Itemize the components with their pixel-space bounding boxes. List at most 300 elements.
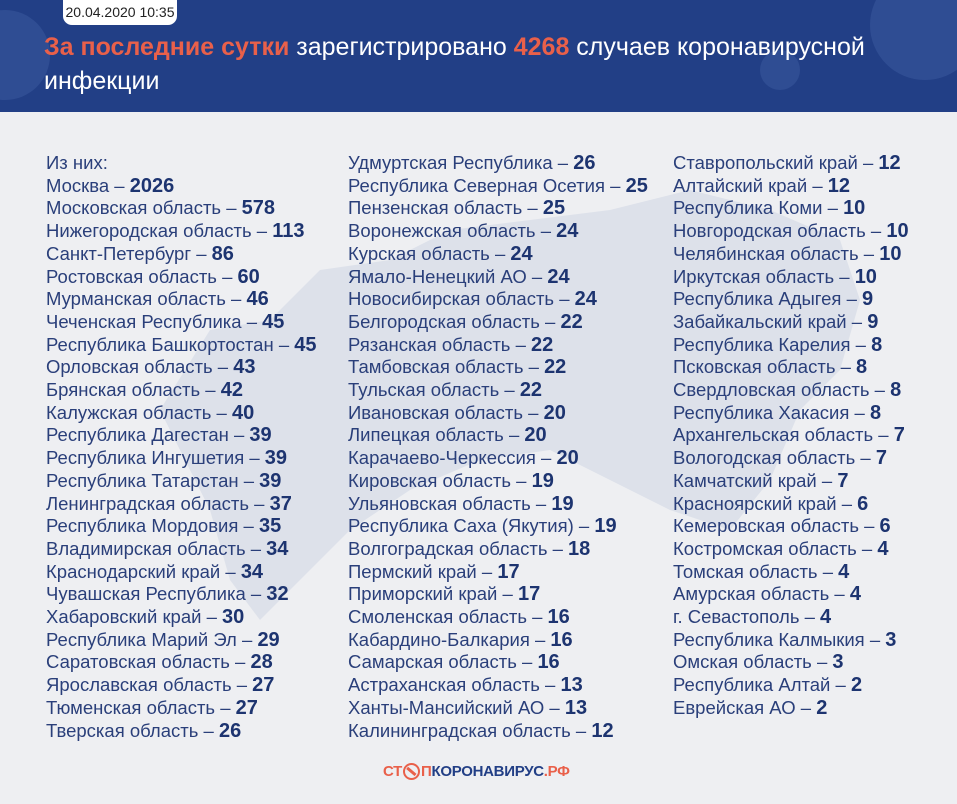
- region-name: Вологодская область: [673, 447, 856, 469]
- case-count: 6: [879, 515, 891, 538]
- region-name: Мурманская область: [46, 288, 226, 310]
- case-count: 24: [510, 242, 533, 265]
- logo-text: П: [421, 763, 432, 780]
- case-count: 45: [294, 333, 317, 356]
- region-row: [348, 538, 648, 561]
- title-text-end: случаев коронавирусной инфекции: [44, 33, 865, 95]
- region-row: [348, 356, 648, 379]
- region-row: [348, 674, 648, 697]
- case-count: 8: [869, 401, 882, 424]
- separator: –: [191, 242, 212, 264]
- separator: –: [522, 197, 543, 219]
- region-row: [348, 629, 648, 652]
- case-count: 12: [591, 719, 614, 742]
- region-name: Белгородская область: [348, 310, 540, 332]
- case-count: 27: [235, 696, 258, 719]
- region-name: Ростовская область: [46, 265, 217, 287]
- region-row: [348, 175, 648, 198]
- region-name: Хабаровский край: [46, 606, 202, 628]
- region-name: Пензенская область: [348, 197, 523, 219]
- case-count: 3: [832, 651, 844, 674]
- region-row: [348, 424, 648, 447]
- region-name: Свердловская область: [673, 379, 870, 401]
- case-count: 16: [550, 628, 573, 651]
- separator: –: [249, 492, 270, 514]
- separator: –: [869, 379, 891, 401]
- case-count: 20: [556, 447, 579, 470]
- region-row: [46, 561, 317, 584]
- region-name: Самарская область: [348, 651, 517, 673]
- region-name: Удмуртская Республика: [348, 152, 553, 173]
- region-name: Курская область: [348, 242, 490, 264]
- separator: –: [231, 674, 253, 696]
- separator: –: [503, 424, 525, 446]
- separator: –: [526, 265, 548, 287]
- region-row: [46, 334, 317, 357]
- region-row: [348, 447, 648, 470]
- case-count: 28: [250, 651, 273, 674]
- title-highlight: За последние сутки: [44, 33, 290, 61]
- separator: –: [523, 401, 544, 423]
- region-column-2: [348, 152, 648, 742]
- region-row: [46, 651, 317, 674]
- region-row: [46, 220, 317, 243]
- separator: –: [829, 583, 850, 605]
- region-name: Забайкальский край: [673, 310, 847, 332]
- separator: –: [201, 606, 223, 628]
- separator: –: [835, 356, 857, 378]
- case-count: 20: [543, 401, 566, 424]
- separator: –: [841, 288, 863, 310]
- region-row: [46, 447, 317, 470]
- region-name: Владимирская область: [46, 537, 246, 559]
- separator: –: [216, 265, 238, 287]
- separator: –: [857, 152, 879, 173]
- case-count: 42: [220, 379, 243, 402]
- region-name: Карачаево-Черкессия: [348, 447, 536, 469]
- region-name: Республика Марий Эл: [46, 628, 237, 650]
- separator: –: [497, 583, 518, 605]
- page-title: [44, 30, 924, 98]
- case-count: 24: [556, 220, 579, 243]
- case-count: 17: [517, 583, 541, 606]
- separator: –: [238, 469, 260, 491]
- case-count: 6: [857, 492, 869, 515]
- separator: –: [552, 152, 574, 173]
- case-count: 9: [862, 288, 874, 311]
- region-name: Костромская область: [673, 537, 857, 559]
- case-count: 7: [875, 447, 887, 470]
- case-count: 10: [854, 265, 877, 288]
- separator: –: [817, 560, 839, 582]
- region-name: г. Севастополь: [673, 606, 800, 628]
- region-row: [673, 493, 909, 516]
- region-name: Томская область: [673, 560, 818, 582]
- region-row: [673, 697, 909, 720]
- region-name: Саратовская область: [46, 651, 230, 673]
- case-count: 43: [233, 356, 256, 379]
- separator: –: [244, 447, 265, 469]
- region-row: [673, 629, 909, 652]
- separator: –: [858, 242, 880, 264]
- case-count: 4: [838, 560, 850, 583]
- region-name: Республика Дагестан: [46, 424, 229, 446]
- region-name: Республика Татарстан: [46, 469, 239, 491]
- separator: –: [212, 356, 234, 378]
- region-row: [46, 424, 317, 447]
- region-row: [673, 175, 909, 198]
- separator: –: [225, 288, 247, 310]
- region-name: Алтайский край: [673, 174, 808, 196]
- region-name: Республика Северная Осетия: [348, 174, 606, 196]
- region-name: Ярославская область: [46, 674, 232, 696]
- separator: –: [499, 379, 520, 401]
- region-name: Республика Башкортостан: [46, 333, 274, 355]
- region-row: [673, 379, 909, 402]
- region-name: Омская область: [673, 651, 812, 673]
- region-name: Нижегородская область: [46, 220, 252, 242]
- region-name: Волгоградская область: [348, 537, 548, 559]
- region-name: Калужская область: [46, 401, 212, 423]
- region-name: Красноярский край: [673, 492, 837, 514]
- region-row: [673, 152, 909, 175]
- logo-text: КОРОНАВИРУС: [431, 763, 544, 780]
- logo-text: .РФ: [543, 763, 570, 780]
- region-name: Еврейская АО: [673, 696, 796, 718]
- separator: –: [476, 560, 498, 582]
- separator: –: [220, 560, 241, 582]
- region-row: [348, 493, 648, 516]
- case-count: 39: [264, 447, 288, 470]
- separator: –: [251, 220, 273, 242]
- separator: –: [554, 288, 575, 310]
- region-row: [673, 334, 909, 357]
- case-count: 8: [890, 379, 902, 402]
- separator: –: [573, 515, 595, 537]
- region-name: Липецкая область: [348, 424, 504, 446]
- region-name: Челябинская область: [673, 242, 859, 264]
- case-count: 2: [816, 696, 828, 719]
- separator: –: [241, 310, 263, 332]
- region-row: [673, 402, 909, 425]
- separator: –: [849, 401, 870, 423]
- separator: –: [530, 492, 552, 514]
- region-name: Рязанская область: [348, 333, 511, 355]
- separator: –: [109, 174, 130, 196]
- region-name: Орловская область: [46, 356, 213, 378]
- region-row: [348, 651, 648, 674]
- case-count: 12: [878, 152, 901, 174]
- region-row: [673, 606, 909, 629]
- case-count: 19: [531, 469, 554, 492]
- separator: –: [229, 651, 251, 673]
- region-name: Чеченская Республика: [46, 310, 242, 332]
- case-count: 4: [877, 537, 889, 560]
- separator: –: [846, 310, 868, 332]
- region-row: [348, 561, 648, 584]
- region-name: Архангельская область: [673, 424, 874, 446]
- case-count: 16: [537, 651, 560, 674]
- case-count: 2: [850, 674, 863, 697]
- region-name: Новосибирская область: [348, 288, 555, 310]
- separator: –: [526, 606, 548, 628]
- case-count: 8: [871, 333, 883, 356]
- separator: –: [523, 356, 545, 378]
- region-row: [46, 379, 317, 402]
- region-row: [348, 220, 648, 243]
- separator: –: [855, 447, 876, 469]
- region-row: [348, 470, 648, 493]
- region-row: [673, 583, 909, 606]
- case-count: 16: [547, 606, 570, 629]
- region-row: [673, 356, 909, 379]
- case-count: 24: [547, 265, 570, 288]
- case-count: 4: [849, 583, 861, 606]
- case-count: 35: [258, 515, 282, 538]
- case-count: 10: [886, 220, 909, 243]
- region-row: [46, 538, 317, 561]
- region-row: [46, 356, 317, 379]
- separator: –: [834, 265, 855, 287]
- case-count: 29: [257, 628, 280, 651]
- case-count: 578: [241, 197, 276, 220]
- region-name: Республика Хакасия: [673, 401, 850, 423]
- region-row: [348, 606, 648, 629]
- region-row: [46, 197, 317, 220]
- crossed-virus-icon: [403, 763, 420, 780]
- case-count: 19: [551, 492, 574, 515]
- region-name: Тамбовская область: [348, 356, 524, 378]
- case-count: 25: [625, 174, 648, 197]
- case-count: 10: [843, 197, 866, 220]
- separator: –: [535, 447, 557, 469]
- region-name: Санкт-Петербург: [46, 242, 192, 264]
- region-name: Тверская область: [46, 719, 199, 741]
- case-count: 8: [856, 356, 868, 379]
- region-row: [46, 629, 317, 652]
- region-name: Приморский край: [348, 583, 498, 605]
- region-name: Ямало-Ненецкий АО: [348, 265, 527, 287]
- case-count: 3: [885, 628, 897, 651]
- region-name: Иркутская область: [673, 265, 835, 287]
- separator: –: [245, 583, 267, 605]
- region-name: Пермский край: [348, 560, 477, 582]
- region-name: Калининградская область: [348, 719, 571, 741]
- stopcoronavirus-logo: [383, 763, 570, 780]
- region-name: Чувашская Республика: [46, 583, 246, 605]
- region-column-3: [673, 152, 909, 720]
- region-name: Камчатский край: [673, 469, 817, 491]
- region-row: [46, 288, 317, 311]
- region-name: Псковская область: [673, 356, 836, 378]
- separator: –: [873, 424, 894, 446]
- region-row: [673, 538, 909, 561]
- region-row: [673, 266, 909, 289]
- case-count: 10: [879, 242, 902, 265]
- region-name: Амурская область: [673, 583, 830, 605]
- region-name: Кабардино-Балкария: [348, 628, 530, 650]
- case-count: 22: [544, 356, 567, 379]
- case-count: 45: [262, 310, 285, 333]
- region-row: [348, 334, 648, 357]
- region-row: [348, 311, 648, 334]
- region-name: Республика Адыгея: [673, 288, 842, 310]
- case-count: 7: [837, 469, 849, 492]
- separator: –: [864, 628, 886, 650]
- region-row: [673, 243, 909, 266]
- case-count: 4: [820, 606, 832, 629]
- case-count: 22: [519, 379, 543, 402]
- case-count: 113: [272, 220, 305, 243]
- separator: –: [605, 174, 626, 196]
- region-row: [46, 266, 317, 289]
- region-row: [673, 311, 909, 334]
- region-row: [46, 493, 317, 516]
- region-name: Москва: [46, 174, 110, 196]
- case-count: 24: [574, 288, 597, 311]
- region-row: [46, 175, 317, 198]
- case-count: 37: [269, 492, 292, 515]
- separator: –: [811, 651, 833, 673]
- separator: –: [273, 333, 295, 355]
- separator: –: [211, 401, 232, 423]
- total-count: 4268: [513, 33, 570, 61]
- region-row: [348, 379, 648, 402]
- region-row: [673, 470, 909, 493]
- case-count: 22: [560, 310, 583, 333]
- case-count: 60: [237, 265, 260, 288]
- logo-text: СТ: [383, 763, 403, 780]
- region-row: [348, 515, 648, 538]
- separator: –: [198, 719, 219, 741]
- region-name: Московская область: [46, 197, 222, 219]
- intro-label: Из них:: [46, 152, 108, 173]
- region-row: [348, 402, 648, 425]
- region-column-1: [46, 152, 317, 742]
- region-row: [348, 266, 648, 289]
- region-name: Ивановская область: [348, 401, 524, 423]
- region-row: [348, 243, 648, 266]
- case-count: 46: [246, 288, 269, 311]
- date-badge: 20.04.2020 10:35: [63, 0, 177, 25]
- region-row: [46, 470, 317, 493]
- region-row: [348, 697, 648, 720]
- region-name: Республика Саха (Якутия): [348, 515, 574, 537]
- separator: –: [799, 606, 821, 628]
- region-name: Ульяновская область: [348, 492, 531, 514]
- region-name: Тюменская область: [46, 696, 216, 718]
- separator: –: [510, 333, 532, 355]
- separator: –: [807, 174, 828, 196]
- region-row: [46, 515, 317, 538]
- region-row: [348, 583, 648, 606]
- separator: –: [228, 424, 250, 446]
- separator: –: [238, 515, 259, 537]
- region-name: Кировская область: [348, 469, 512, 491]
- separator: –: [830, 674, 851, 696]
- case-count: 34: [266, 537, 289, 560]
- case-count: 32: [266, 583, 289, 606]
- region-row: [673, 447, 909, 470]
- region-row: [673, 674, 909, 697]
- separator: –: [516, 651, 538, 673]
- region-row: [46, 720, 317, 743]
- separator: –: [236, 628, 258, 650]
- region-name: Брянская область: [46, 379, 201, 401]
- case-count: 13: [564, 696, 588, 719]
- region-name: Республика Калмыкия: [673, 628, 865, 650]
- region-row: [673, 220, 909, 243]
- case-count: 22: [531, 333, 554, 356]
- case-count: 34: [240, 560, 264, 583]
- separator: –: [858, 515, 880, 537]
- separator: –: [215, 696, 236, 718]
- region-name: Смоленская область: [348, 606, 527, 628]
- separator: –: [539, 310, 561, 332]
- separator: –: [795, 696, 817, 718]
- separator: –: [816, 469, 838, 491]
- case-count: 39: [259, 469, 282, 492]
- case-count: 27: [252, 674, 275, 697]
- region-name: Тульская область: [348, 379, 500, 401]
- separator: –: [529, 628, 551, 650]
- title-text: зарегистрировано: [289, 33, 514, 61]
- separator: –: [836, 492, 858, 514]
- region-row: [46, 583, 317, 606]
- separator: –: [547, 537, 569, 559]
- case-count: 9: [867, 310, 879, 333]
- case-count: 30: [222, 606, 245, 629]
- case-count: 7: [893, 424, 905, 447]
- region-row: [348, 197, 648, 220]
- region-row: [46, 243, 317, 266]
- region-row: [673, 424, 909, 447]
- region-row: [46, 606, 317, 629]
- case-count: 39: [249, 424, 272, 447]
- region-row: [46, 697, 317, 720]
- region-name: Краснодарский край: [46, 560, 221, 582]
- case-count: 26: [573, 152, 596, 174]
- separator: –: [535, 220, 557, 242]
- region-name: Ленинградская область: [46, 492, 250, 514]
- case-count: 40: [231, 401, 255, 424]
- case-count: 86: [211, 242, 234, 265]
- case-count: 12: [827, 174, 851, 197]
- separator: –: [865, 220, 887, 242]
- region-name: Республика Коми: [673, 197, 823, 219]
- region-row: [348, 288, 648, 311]
- separator: –: [856, 537, 878, 559]
- region-row: [673, 515, 909, 538]
- case-count: 2026: [129, 174, 175, 197]
- region-name: Республика Алтай: [673, 674, 831, 696]
- region-name: Республика Мордовия: [46, 515, 239, 537]
- separator: –: [221, 197, 242, 219]
- region-row: [673, 651, 909, 674]
- region-row: [673, 561, 909, 584]
- region-name: Ставропольский край: [673, 152, 858, 173]
- header-banner: [0, 0, 957, 112]
- case-count: 25: [542, 197, 566, 220]
- virus-decoration: [0, 10, 50, 100]
- region-name: Новгородская область: [673, 220, 866, 242]
- separator: –: [822, 197, 844, 219]
- region-name: Ханты-Мансийский АО: [348, 696, 545, 718]
- case-count: 19: [594, 515, 617, 538]
- region-name: Республика Ингушетия: [46, 447, 245, 469]
- separator: –: [544, 696, 565, 718]
- region-name: Астраханская область: [348, 674, 540, 696]
